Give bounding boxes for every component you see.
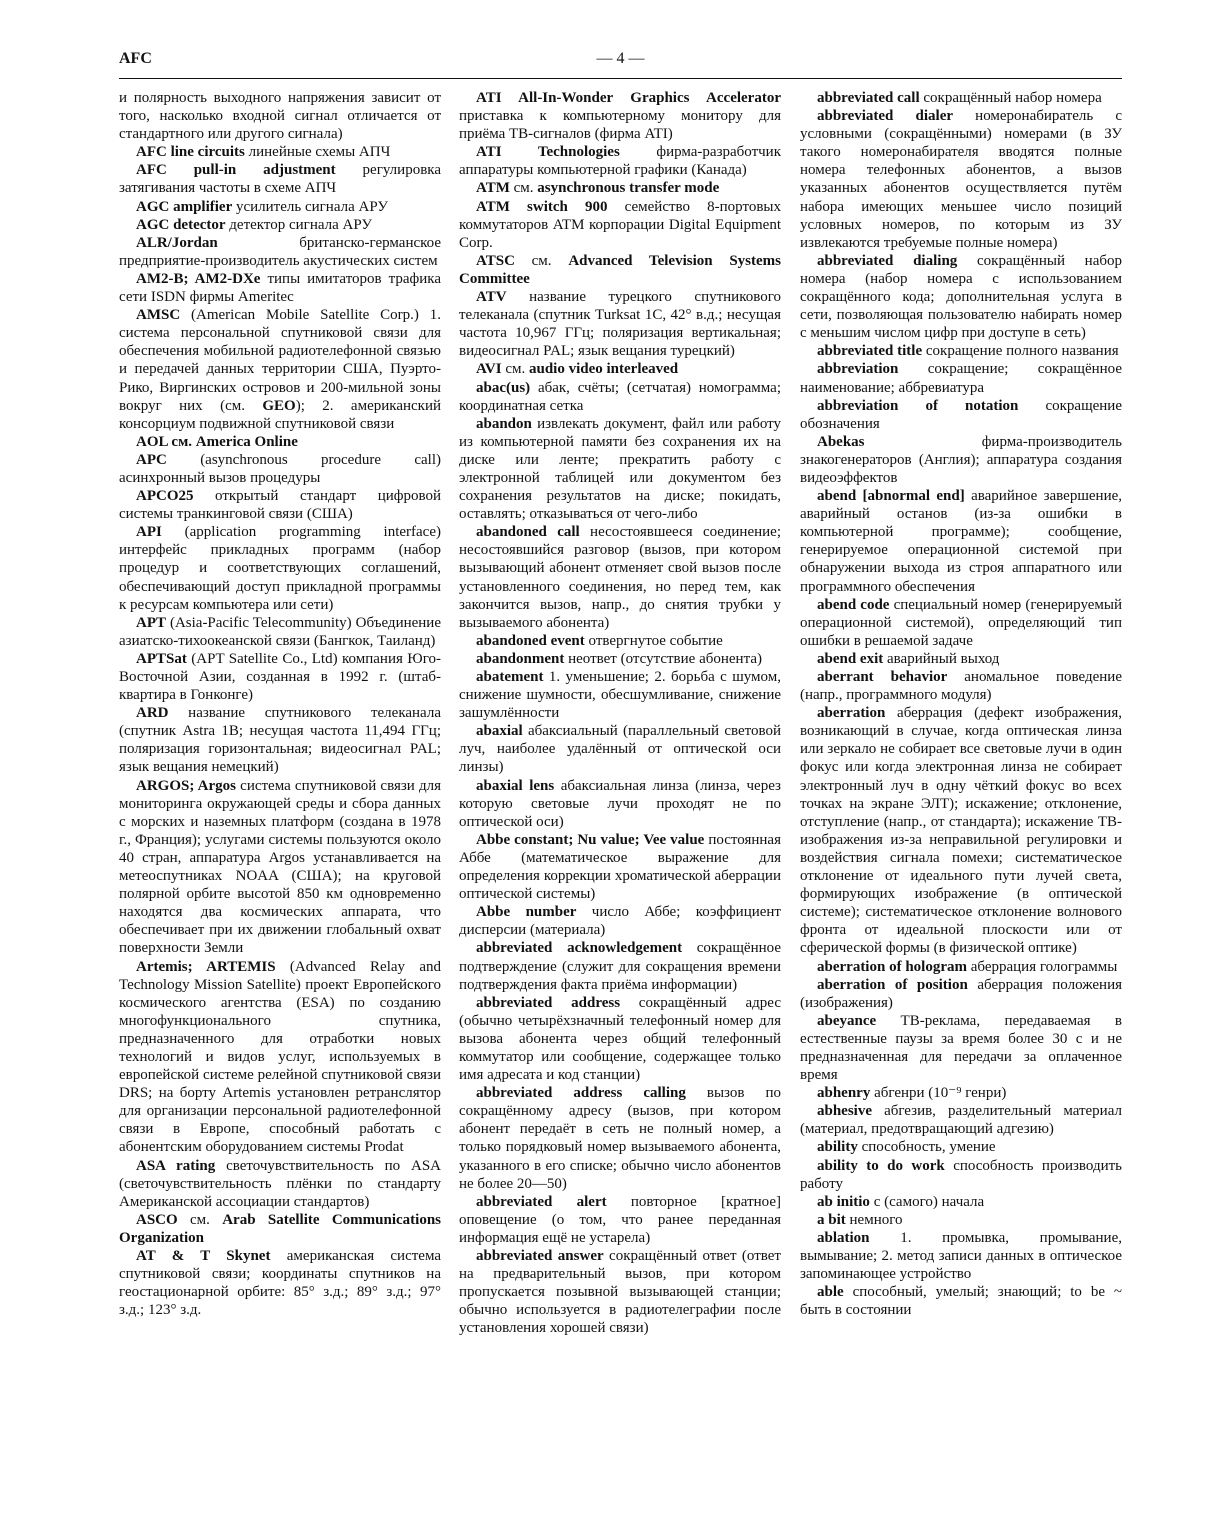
entry-term: Artemis; ARTEMIS bbox=[136, 958, 276, 975]
entry-term: aberration of hologram bbox=[817, 958, 967, 975]
entry-definition: специальный номер (генерируемый операционной системой), определяющий тип ошибки в решаемой задаче bbox=[800, 596, 1122, 649]
entry-term: Abbe constant; Nu value; Vee value bbox=[476, 831, 705, 848]
entry-term: ATI Technologies bbox=[476, 144, 620, 161]
entry-term: abaxial lens bbox=[476, 777, 555, 794]
dictionary-entry bbox=[459, 1193, 781, 1247]
entry-definition: номеронабиратель с условными (сокращёнными) номерами (в ЗУ такого номеронабирателя вводятся полные номера телефонных абонентов, а вызов указанных абонентов осуществляется путём набора имеющих меньшее число позиций условных номеров, по которым из ЗУ извлекаются требуемые полные номера) bbox=[800, 108, 1123, 251]
dictionary-entry bbox=[119, 958, 441, 1157]
dictionary-entry bbox=[800, 1138, 1122, 1156]
dictionary-entry bbox=[119, 704, 441, 776]
dictionary-entry bbox=[800, 1102, 1122, 1138]
dictionary-entry bbox=[459, 179, 781, 197]
dictionary-entry bbox=[119, 161, 441, 197]
entry-term: APT bbox=[136, 614, 166, 631]
entry-definition: сокращённый ответ (ответ на предварительный вызов, при котором пропускается позывной вызывающей станции; обычно используется в радиотелеграфии после установления хорошей связи) bbox=[459, 1248, 781, 1337]
entry-definition: абгенри (10⁻⁹ генри) bbox=[870, 1085, 1007, 1102]
dictionary-entry bbox=[459, 143, 781, 179]
dictionary-entry bbox=[800, 1084, 1122, 1102]
entry-definition: (application programming interface) интерфейс прикладных программ (набор процедур и соответствующих соглашений, обеспечивающий доступ прикладной программы к ресурсам компьютера или сети) bbox=[119, 524, 441, 613]
entry-definition: см. bbox=[501, 361, 529, 378]
entry-definition: сокращённый адрес (обычно четырёхзначный телефонный номер для вызова абонента через общий телефонный коммутатор или сообщение, содержащее только имя адресата и код станции) bbox=[459, 994, 781, 1084]
entry-definition: фирма-разработчик аппаратуры компьютерной графики (Канада) bbox=[459, 144, 781, 179]
dictionary-entry bbox=[800, 704, 1122, 957]
dictionary-entry bbox=[800, 252, 1122, 342]
column-2 bbox=[459, 89, 781, 1337]
entry-term: APTSat bbox=[136, 650, 187, 667]
entry-term: aberrant behavior bbox=[817, 669, 948, 685]
entry-term: abbreviated title bbox=[817, 343, 923, 360]
entry-definition: аварийное завершение, аварийный останов (из-за ошибки в компьютерной программе); сообщение, генерируемое операционной системой при обнаружении выхода из строя аппаратного или программного обеспечения bbox=[800, 488, 1122, 595]
entry-definition: аномальное поведение (напр., программного модуля) bbox=[800, 669, 1122, 704]
entry-definition: постоянная Аббе (математическое выражение для определения коррекции хроматической аберрации оптической системы) bbox=[459, 831, 781, 903]
dictionary-entry bbox=[459, 415, 781, 524]
entry-definition: регулировка затягивания частоты в схеме АПЧ bbox=[119, 162, 441, 197]
entry-definition: сокращённое подтверждение (служит для сокращения времени подтверждения факта приёма информации) bbox=[459, 940, 781, 993]
entry-definition: извлекать документ, файл или работу из компьютерной памяти без сохранения их на диске или ленте; прекратить работу с электронной таблицей или документом без сохранения результатов на диске; покидать, оставлять; отказываться от чего-либо bbox=[459, 415, 781, 523]
dictionary-entry bbox=[119, 523, 441, 613]
dictionary-entry bbox=[119, 1157, 441, 1211]
entry-definition: абгезив, разделительный материал (материал, предотвращающий адгезию) bbox=[800, 1103, 1122, 1138]
entry-term: ATM bbox=[476, 180, 510, 197]
dictionary-entry bbox=[800, 1193, 1122, 1211]
entry-definition: усилитель сигнала АРУ bbox=[232, 198, 388, 215]
dictionary-entry bbox=[119, 614, 441, 650]
entry-term: abandoned event bbox=[476, 632, 585, 649]
entry-definition: ТВ-реклама, передаваемая в естественные паузы за время более 30 с и не предназначенная для передачи за оплаченное время bbox=[800, 1012, 1122, 1084]
entry-term: AFC line circuits bbox=[136, 144, 245, 161]
entry-term: ATI All-In-Wonder Graphics Accelerator bbox=[476, 90, 781, 106]
header-rule bbox=[119, 78, 1122, 79]
dictionary-entry bbox=[459, 198, 781, 252]
entry-definition: аберрация голограммы bbox=[966, 958, 1118, 975]
entry-definition: открытый стандарт цифровой системы транкинговой связи (США) bbox=[119, 488, 441, 523]
entry-definition: способность производить работу bbox=[800, 1157, 1123, 1192]
dictionary-entry bbox=[459, 379, 781, 415]
entry-term: ASA rating bbox=[136, 1157, 216, 1174]
dictionary-entry bbox=[459, 777, 781, 831]
entry-definition: абак, счёты; (сетчатая) номограмма; координатная сетка bbox=[459, 379, 781, 414]
column-3 bbox=[800, 89, 1122, 1319]
entry-term: AFC pull-in adjustment bbox=[136, 162, 336, 179]
dictionary-entry bbox=[119, 433, 441, 451]
entry-definition: вызов по сокращённому адресу (вызов, при котором абонент передаёт в сеть не полный номер, а только порядковый номер вызываемого абонента, указанного в его списке; обычно число абонентов не более 20—50) bbox=[459, 1085, 781, 1192]
page-number: — 4 — bbox=[596, 50, 645, 67]
entry-term: ASCO bbox=[136, 1211, 178, 1228]
entry-definition: повторное [кратное] оповещение (о том, что ранее переданная информация ещё не устарела) bbox=[459, 1193, 782, 1246]
entry-term: abbreviated dialer bbox=[817, 108, 954, 125]
entry-definition: (APT Satellite Co., Ltd) компания Юго-Восточной Азии, созданная в 1992 г. (штаб-квартира в Гонконге) bbox=[119, 650, 441, 704]
entry-definition: аберрация положения (изображения) bbox=[800, 976, 1122, 1011]
dictionary-entry bbox=[800, 1012, 1122, 1084]
dictionary-entry bbox=[800, 1283, 1122, 1319]
entry-definition: (Asia-Pacific Telecommunity) Объединение азиатско-тихоокеанской связи (Бангкок, Таиланд) bbox=[119, 614, 441, 649]
dictionary-entry bbox=[800, 342, 1122, 360]
entry-definition: абаксиальная линза (линза, через которую световые лучи проходят не по оптической оси) bbox=[459, 777, 781, 830]
dictionary-entry bbox=[459, 722, 781, 776]
entry-definition: (Advanced Relay and Technology Mission Satellite) проект Европейского космического агентства (ESA) по созданию многофункционального спутника, предназначенного для отработки новых технологий и видов услуг, используемых в европейской системе релейной спутниковой связи DRS; на борту Artemis установлен ретранслятор для организации персональной радиотелефонной связи в Европе, способный работать с абонентским оборудованием системы Prodat bbox=[119, 958, 441, 1156]
dictionary-entry bbox=[459, 288, 781, 360]
dictionary-entry bbox=[800, 360, 1122, 396]
entry-term: Abbe number bbox=[476, 904, 577, 921]
entry-definition: число Аббе; коэффициент дисперсии (материала) bbox=[459, 904, 781, 939]
entry-term: aberration of position bbox=[817, 976, 968, 993]
page-header bbox=[119, 50, 1122, 72]
dictionary-entry bbox=[119, 270, 441, 306]
entry-term: APCO25 bbox=[136, 488, 194, 505]
entry-definition-tail: ); 2. американский консорциум подвижной спутниковой связи bbox=[119, 397, 442, 432]
entry-definition: немного bbox=[845, 1211, 903, 1228]
entry-term: abbreviated dialing bbox=[817, 252, 958, 269]
entry-definition: абаксиальный (параллельный световой луч, наиболее удалённый от оптической оси линзы) bbox=[459, 723, 781, 776]
entry-definition: аберрация (дефект изображения, возникающий в случае, когда оптическая линза или зеркало не собирает все световые лучи в один фокус или когда электронная линза не собирает электронный луч в одну чёткий фокус во всех точках на экране ЭЛТ); искажение; отклонение, отступление (напр., от стандарта); искажение ТВ-изображения из-за неправильной регулировки и воздействия сигнала помехи; систематическое отклонение от идеального пути лучей света, формирующих изображение (в оптической системе); систематическое отклонение волнового фронта от идеальной плоскости или от сферической формы (в физической оптике) bbox=[800, 705, 1122, 957]
dictionary-entry bbox=[119, 89, 441, 143]
entry-definition: сокращённый набор номера bbox=[919, 90, 1102, 106]
entry-definition: см. bbox=[177, 1211, 223, 1228]
entry-term: ability bbox=[817, 1139, 858, 1156]
entry-definition: 1. промывка, промывание, вымывание; 2. метод записи данных в оптическое запоминающее устройство bbox=[800, 1229, 1122, 1283]
entry-definition: и полярность выходного напряжения зависит от того, насколько входной сигнал отличается от стандартного или другого сигнала) bbox=[119, 90, 441, 143]
dictionary-entry bbox=[119, 1247, 441, 1319]
entry-term: ATSC bbox=[476, 252, 515, 269]
dictionary-entry bbox=[459, 89, 781, 143]
dictionary-entry bbox=[119, 143, 441, 161]
entry-definition: сокращение; сокращённое наименование; аббревиатура bbox=[800, 361, 1122, 396]
dictionary-entry bbox=[119, 216, 441, 234]
dictionary-entry bbox=[800, 397, 1122, 433]
entry-term: ab initio bbox=[817, 1193, 870, 1210]
entry-definition: 1. уменьшение; 2. борьба с шумом, снижение шумности, обесшумливание, снижение зашумлённости bbox=[459, 669, 781, 722]
entry-definition: семейство 8-портовых коммутаторов ATM корпорации Digital Equipment Corp. bbox=[459, 198, 781, 251]
entry-definition: система спутниковой связи для мониторинга окружающей среды и сбора данных с морских и наземных платформ (создана в 1978 г., Франция); услугами системы пользуются около 40 стран, аппаратура Argos устанавливается на метеоспутниках NOAA (США); на круговой полярной орбите высотой 850 км одновременно находятся два космических аппарата, что обеспечивает при их движении глобальный охват поверхности Земли bbox=[119, 777, 441, 957]
dictionary-entry bbox=[459, 1247, 781, 1337]
entry-definition: неответ (отсутствие абонента) bbox=[564, 650, 762, 667]
entry-term: abbreviation bbox=[817, 361, 899, 378]
entry-cross-reference: GEO bbox=[262, 397, 296, 414]
entry-cross-reference: audio video interleaved bbox=[528, 361, 679, 378]
entry-term: abbreviated address bbox=[476, 994, 621, 1011]
dictionary-entry bbox=[459, 632, 781, 650]
dictionary-entry bbox=[459, 939, 781, 993]
entry-definition: фирма-производитель знакогенераторов (Англия); аппаратура создания видеоэффектов bbox=[800, 433, 1122, 486]
entry-term: APC bbox=[136, 451, 167, 468]
entry-term: ATV bbox=[476, 289, 507, 306]
dictionary-entry bbox=[459, 1084, 781, 1193]
dictionary-entry bbox=[800, 107, 1122, 252]
entry-term: API bbox=[136, 524, 162, 541]
entry-definition: сокращение полного названия bbox=[922, 343, 1119, 360]
dictionary-entry bbox=[459, 523, 781, 632]
dictionary-entry bbox=[119, 234, 441, 270]
dictionary-entry bbox=[800, 433, 1122, 487]
entry-definition: название спутникового телеканала (спутник Astra 1B; несущая частота 11,494 ГГц; поляризация горизонтальная; видеосигнал PAL; язык вещания немецкий) bbox=[119, 705, 441, 776]
entry-term: ARD bbox=[136, 705, 169, 722]
entry-definition: способность, умение bbox=[857, 1139, 996, 1156]
dictionary-entry bbox=[119, 650, 441, 704]
dictionary-entry bbox=[800, 976, 1122, 1012]
entry-term: abhenry bbox=[817, 1085, 871, 1102]
entry-term: abeyance bbox=[817, 1012, 877, 1029]
entry-cross-reference: Advanced Television Systems Committee bbox=[459, 252, 781, 287]
entry-term: Abekas bbox=[817, 433, 865, 450]
entry-definition: приставка к компьютерному монитору для приёма ТВ-сигналов (фирма ATI) bbox=[459, 108, 781, 143]
dictionary-entry bbox=[800, 1157, 1122, 1193]
entry-term: AM2-B; AM2-DXe bbox=[136, 270, 261, 287]
entry-definition: линейные схемы АПЧ bbox=[244, 144, 391, 161]
entry-definition: типы имитаторов трафика сети ISDN фирмы Ameritec bbox=[119, 270, 442, 306]
entry-term: AGC amplifier bbox=[136, 198, 233, 215]
entry-definition: название турецкого спутникового телеканала (спутник Turksat 1C, 42° в.д.; несущая частота 10,967 ГГц; поляризация вертикальная; видеосигнал PAL; язык вещания турецкий) bbox=[459, 289, 781, 360]
entry-definition: (American Mobile Satellite Corp.) 1. система персональной спутниковой связи для обеспечения мобильной радиотелефонной связью и передачей данных территории США, Пуэрто-Рико, Виргинских островов и 200-мильной зоны вокруг них (см. bbox=[119, 307, 441, 414]
entry-definition: американская система спутниковой связи; координаты спутников на геостационарной орбите: 85° з.д.; 89° з.д.; 97° з.д.; 123° з.д. bbox=[119, 1248, 442, 1319]
entry-cross-reference: Arab Satellite Communications Organization bbox=[119, 1211, 441, 1246]
dictionary-entry bbox=[800, 668, 1122, 704]
dictionary-entry bbox=[459, 903, 781, 939]
entry-term: abandonment bbox=[476, 650, 565, 667]
entry-term: ability to do work bbox=[817, 1157, 945, 1174]
entry-term: abbreviated call bbox=[817, 90, 920, 106]
entry-term: AT & T Skynet bbox=[136, 1248, 271, 1264]
entry-term: abac(us) bbox=[476, 379, 531, 396]
entry-definition: см. bbox=[509, 180, 538, 197]
entry-definition: аварийный выход bbox=[883, 650, 1000, 667]
dictionary-entry bbox=[119, 777, 441, 958]
dictionary-entry bbox=[800, 1211, 1122, 1229]
entry-term: ALR/Jordan bbox=[136, 234, 218, 251]
dictionary-entry bbox=[119, 451, 441, 487]
entry-definition: несостоявшееся соединение; несостоявшийся разговор (вызов, при котором вызывающий абонент отменяет свой вызов после установленного соединения, но перед тем, как закончится вызов, напр., до снятия трубки у вызываемого абонента) bbox=[459, 524, 781, 631]
entry-term: AOL см. America Online bbox=[136, 433, 298, 450]
dictionary-entry bbox=[119, 306, 441, 433]
entry-term: abhesive bbox=[817, 1103, 873, 1120]
entry-term: abend [abnormal end] bbox=[817, 488, 965, 505]
dictionary-entry bbox=[800, 596, 1122, 650]
entry-term: abbreviated acknowledgement bbox=[476, 940, 683, 957]
dictionary-entry bbox=[119, 487, 441, 523]
entry-term: AVI bbox=[476, 361, 502, 378]
entry-term: abend exit bbox=[817, 650, 884, 667]
entry-term: a bit bbox=[817, 1211, 846, 1228]
dictionary-entry bbox=[800, 89, 1122, 107]
entry-definition: детектор сигнала АРУ bbox=[225, 216, 372, 233]
dictionary-entry bbox=[119, 198, 441, 216]
entry-cross-reference: asynchronous transfer mode bbox=[537, 180, 720, 197]
entry-definition: способный, умелый; знающий; to be ~ быть в состоянии bbox=[800, 1284, 1122, 1319]
entry-term: abbreviated address calling bbox=[476, 1085, 686, 1102]
entry-term: abaxial bbox=[476, 723, 523, 740]
guide-word: AFC bbox=[119, 50, 152, 67]
dictionary-entry bbox=[800, 487, 1122, 596]
dictionary-entry bbox=[459, 252, 781, 288]
entry-definition: сокращение обозначения bbox=[800, 397, 1122, 432]
entry-term: abandoned call bbox=[476, 524, 580, 541]
entry-definition: светочувствительность по ASA (светочувствительность плёнки по стандарту Американской ассоциации стандартов) bbox=[119, 1157, 442, 1210]
entry-term: abandon bbox=[476, 415, 532, 432]
entry-definition: отвергнутое событие bbox=[584, 632, 723, 649]
entry-definition: см. bbox=[514, 252, 569, 269]
dictionary-entry bbox=[800, 650, 1122, 668]
dictionary-entry bbox=[459, 831, 781, 903]
entry-term: abbreviated alert bbox=[476, 1193, 607, 1210]
dictionary-entry bbox=[459, 650, 781, 668]
dictionary-entry bbox=[459, 668, 781, 722]
entry-term: abbreviated answer bbox=[476, 1248, 604, 1264]
entry-definition: с (самого) начала bbox=[869, 1193, 985, 1210]
dictionary-entry bbox=[459, 994, 781, 1084]
entry-term: abbreviation of notation bbox=[817, 397, 1019, 414]
entry-definition: (asynchronous procedure call) асинхронный вызов процедуры bbox=[119, 451, 441, 486]
entry-term: ARGOS; Argos bbox=[136, 777, 236, 794]
dictionary-entry bbox=[119, 1211, 441, 1247]
entry-term: abatement bbox=[476, 669, 544, 685]
entry-term: abend code bbox=[817, 596, 890, 613]
dictionary-entry bbox=[459, 360, 781, 378]
dictionary-entry bbox=[800, 1229, 1122, 1283]
column-1 bbox=[119, 89, 441, 1319]
entry-term: able bbox=[817, 1284, 844, 1301]
entry-definition: британско-германское предприятие-производитель акустических систем bbox=[119, 234, 441, 269]
entry-definition: сокращённый набор номера (набор номера с использованием сокращённого кода; дополнительная услуга в сети, позволяющая пользователю набирать номер с меньшим числом цифр при доступе в сеть) bbox=[800, 252, 1122, 342]
entry-term: AGC detector bbox=[136, 216, 226, 233]
entry-term: AMSC bbox=[136, 307, 181, 324]
entry-term: aberration bbox=[817, 705, 886, 722]
entry-term: ablation bbox=[817, 1229, 870, 1246]
dictionary-entry bbox=[800, 958, 1122, 976]
entry-term: ATM switch 900 bbox=[476, 198, 608, 215]
